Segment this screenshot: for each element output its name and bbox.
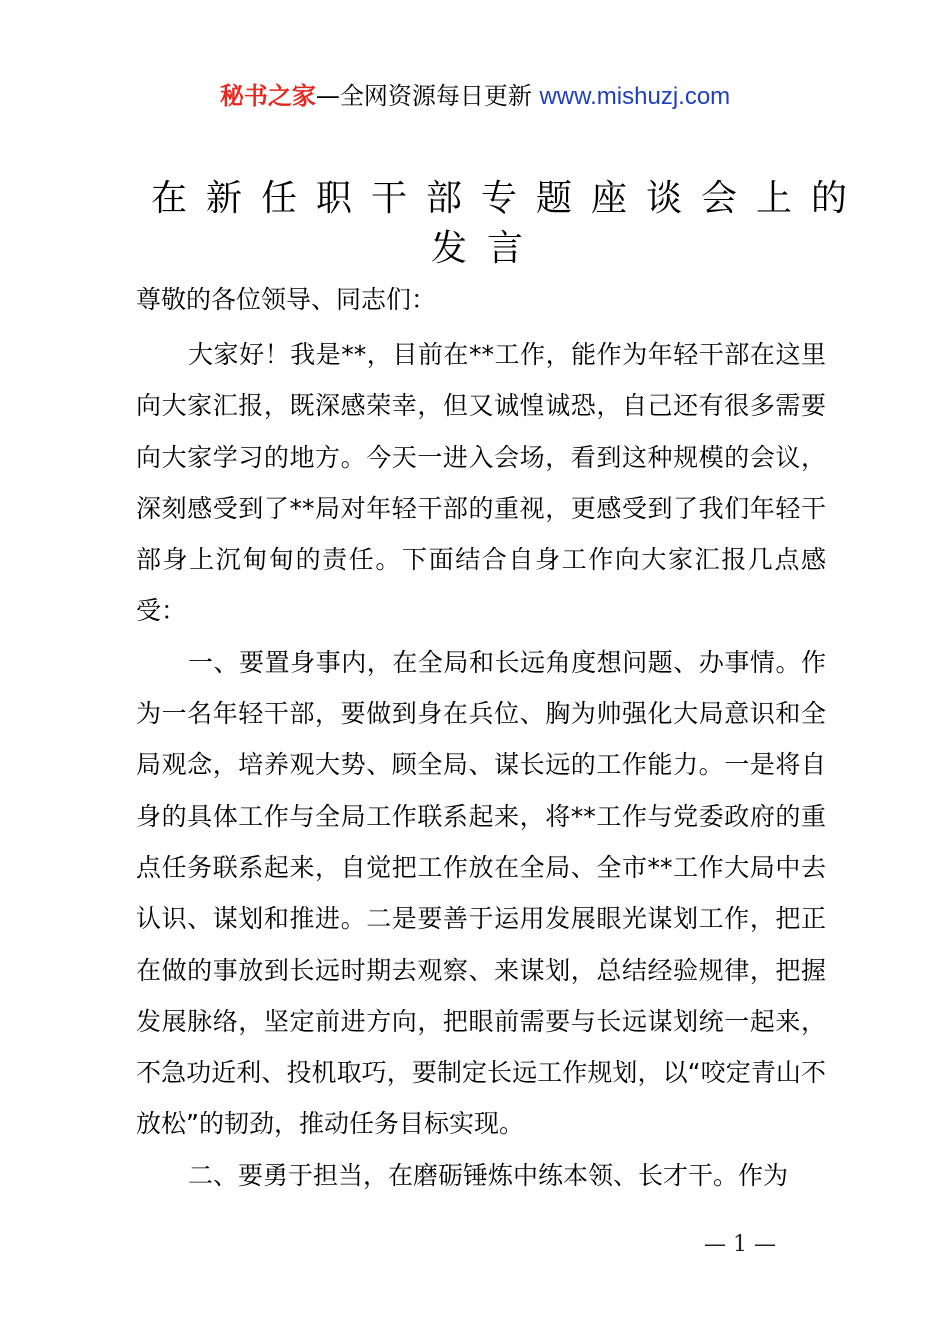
salutation: 尊敬的各位领导、同志们：: [136, 285, 437, 314]
site-url-link[interactable]: www.mishuzj.com: [539, 83, 731, 110]
document-title-line-1: 在新任职干部专题座谈会上的: [151, 178, 867, 219]
paragraph-1: 大家好！我是**，目前在**工作，能作为年轻干部在这里向大家汇报，既深感荣幸，但又诚惶诚恐，自己还有很多需要向大家学习的地方。今天一进入会场，看到这种规模的会议，深刻感受到了**局对年轻干部的重视，更感受到了我们年轻干部身上沉甸甸的责任。下面结合自身工作向大家汇报几点感受：: [136, 340, 826, 626]
page-number: — 1 —: [704, 1232, 776, 1257]
site-header: [0, 78, 950, 115]
site-tagline: —全网资源每日更新: [315, 82, 540, 110]
paragraph-2: 一、要置身事内，在全局和长远角度想问题、办事情。作为一名年轻干部，要做到身在兵位、胸为帅强化大局意识和全局观念，培养观大势、顾全局、谋长远的工作能力。一是将自身的具体工作与全局工作联系起来，将**工作与党委政府的重点任务联系起来，自觉把工作放在全局、全市**工作大局中去认识、谋划和推进。二是要善于运用发展眼光谋划工作，把正在做的事放到长远时期去观察、来谋划，总结经验规律，把握发展脉络，坚定前进方向，把眼前需要与长远谋划统一起来，不急功近利、投机取巧，要制定长远工作规划，以“咬定青山不放松”的韧劲，推动任务目标实现。: [136, 647, 826, 1139]
site-brand: 秘书之家: [219, 82, 316, 110]
document-title-line-2: 发言: [430, 228, 543, 269]
document-body: [136, 278, 826, 1201]
paragraph-3: 二、要勇于担当，在磨砺锤炼中练本领、长才干。作为: [188, 1160, 789, 1190]
